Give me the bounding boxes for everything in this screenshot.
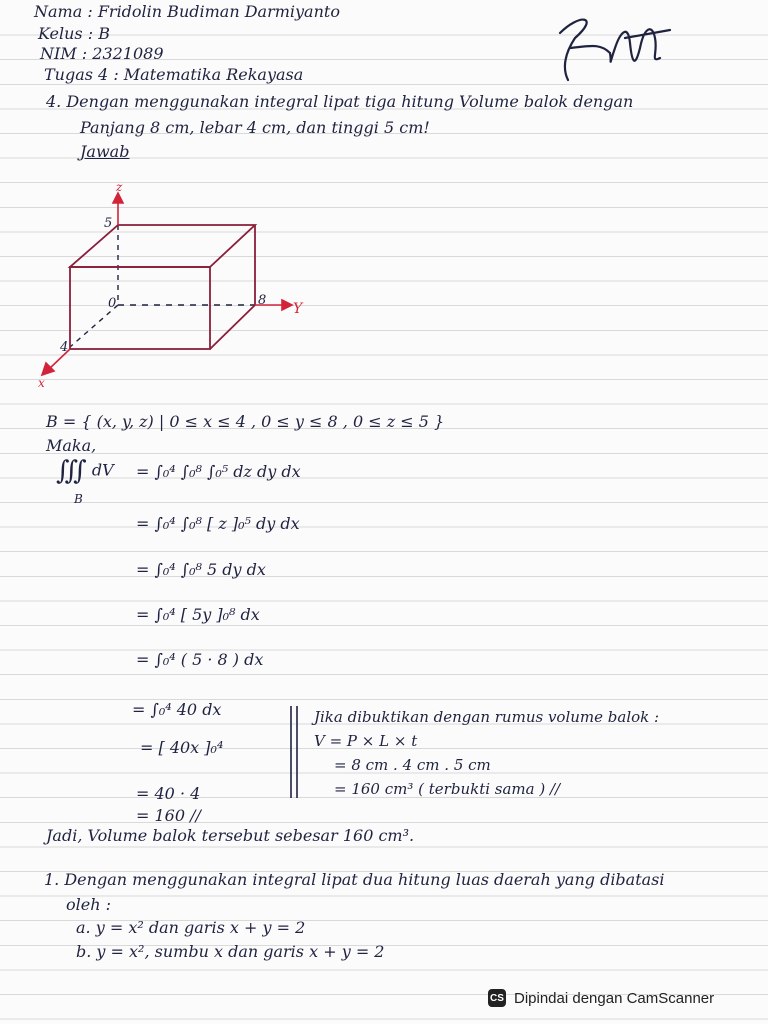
- camscanner-text: Dipindai dengan CamScanner: [514, 989, 715, 1007]
- lhs-dv: dV: [91, 460, 114, 480]
- problem4-line1: 4. Dengan menggunakan integral lipat tiga hitung Volume balok dengan: [46, 92, 634, 111]
- dashed-edge-x: [70, 305, 118, 347]
- y-axis-label: Y: [293, 301, 303, 317]
- signature-image: [540, 8, 680, 88]
- proof-line1: Jika dibuktikan dengan rumus volume balok :: [314, 708, 660, 726]
- camscanner-logo-icon: CS: [488, 989, 506, 1007]
- problem1-line2: oleh :: [66, 895, 111, 914]
- header-nim: NIM : 2321089: [40, 44, 164, 63]
- step-7: = [ 40x ]₀⁴: [140, 738, 224, 757]
- box-diagram: [30, 175, 320, 395]
- header-nama: Nama : Fridolin Budiman Darmiyanto: [34, 2, 340, 21]
- x-arrow-icon: [42, 363, 54, 375]
- step-4: = ∫₀⁴ [ 5y ]₀⁸ dx: [136, 605, 260, 624]
- origin-label: 0: [108, 296, 117, 311]
- problem4-line2: Panjang 8 cm, lebar 4 cm, dan tinggi 5 cm!: [80, 118, 430, 137]
- x-axis-label: x: [38, 376, 45, 390]
- length-label: 8: [258, 293, 267, 308]
- z-arrow-icon: [113, 193, 123, 203]
- lhs-expression: [56, 458, 114, 484]
- box-edges: [70, 225, 255, 349]
- step-5: = ∫₀⁴ ( 5 · 8 ) dx: [136, 650, 264, 669]
- y-arrow-icon: [282, 300, 292, 310]
- problem1-line1: 1. Dengan menggunakan integral lipat dua hitung luas daerah yang dibatasi: [44, 870, 665, 889]
- maka-label: Maka,: [46, 436, 97, 455]
- height-label: 5: [104, 216, 113, 231]
- jawab-label: Jawab: [80, 142, 130, 161]
- header-tugas: Tugas 4 : Matematika Rekayasa: [44, 65, 304, 84]
- proof-divider: [286, 704, 306, 800]
- width-label: 4: [60, 340, 69, 355]
- z-axis-label: z: [116, 180, 123, 194]
- proof-line2: V = P × L × t: [314, 732, 418, 750]
- proof-line4: = 160 cm³ ( terbukti sama ) //: [334, 780, 561, 798]
- lhs-subscript-b: B: [74, 492, 83, 506]
- step-1: = ∫₀⁴ ∫₀⁸ ∫₀⁵ dz dy dx: [136, 462, 301, 481]
- set-b: B = { (x, y, z) | 0 ≤ x ≤ 4 , 0 ≤ y ≤ 8 , 0 ≤ z ≤ 5 }: [46, 412, 445, 431]
- camscanner-watermark: [488, 985, 714, 1011]
- step-8: = 40 · 4: [136, 784, 201, 803]
- step-2: = ∫₀⁴ ∫₀⁸ [ z ]₀⁵ dy dx: [136, 514, 300, 533]
- problem1-line3: a. y = x² dan garis x + y = 2: [76, 918, 306, 937]
- step-9: = 160 //: [136, 806, 201, 825]
- problem1-line4: b. y = x², sumbu x dan garis x + y = 2: [76, 942, 385, 961]
- conclusion: Jadi, Volume balok tersebut sebesar 160 cm³.: [46, 826, 415, 845]
- step-6: = ∫₀⁴ 40 dx: [132, 700, 222, 719]
- proof-line3: = 8 cm . 4 cm . 5 cm: [334, 756, 491, 774]
- step-3: = ∫₀⁴ ∫₀⁸ 5 dy dx: [136, 560, 266, 579]
- triple-integral-symbol: ∭: [56, 456, 87, 486]
- header-kelas: Kelus : B: [38, 24, 110, 43]
